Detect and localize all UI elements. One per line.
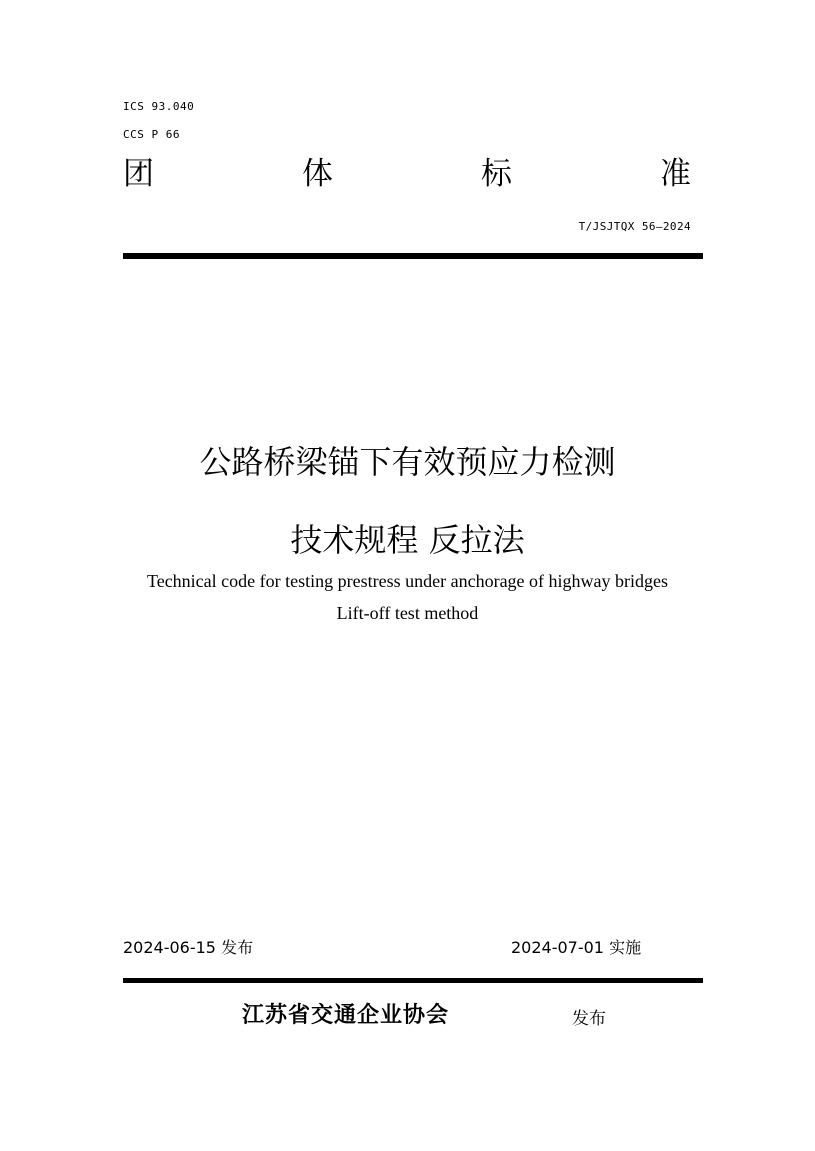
publish-date: 2024-06-15 发布	[123, 938, 254, 957]
chinese-title-line-2: 技术规程 反拉法	[290, 521, 525, 559]
standard-number: T/JSJTQX 56—2024	[578, 220, 691, 233]
top-divider	[123, 253, 703, 259]
standard-type-char: 准	[660, 156, 691, 192]
standard-type-char: 体	[302, 156, 333, 192]
implementation-date: 2024-07-01 实施	[511, 938, 642, 957]
chinese-title-line-1: 公路桥梁锚下有效预应力检测	[199, 443, 616, 481]
publisher-name: 江苏省交通企业协会	[242, 1003, 450, 1028]
standard-type-heading	[123, 152, 691, 196]
ics-code: ICS 93.040	[123, 100, 195, 113]
english-title-line-1: Technical code for testing prestress under anchorage of highway bridges	[146, 571, 669, 591]
english-title-line-2: Lift-off test method	[336, 603, 479, 623]
bottom-divider	[123, 978, 703, 983]
ccs-code: CCS P 66	[123, 128, 180, 141]
standard-type-char: 标	[481, 156, 512, 192]
publish-label: 发布	[572, 1009, 606, 1029]
standard-type-char: 团	[123, 156, 154, 192]
